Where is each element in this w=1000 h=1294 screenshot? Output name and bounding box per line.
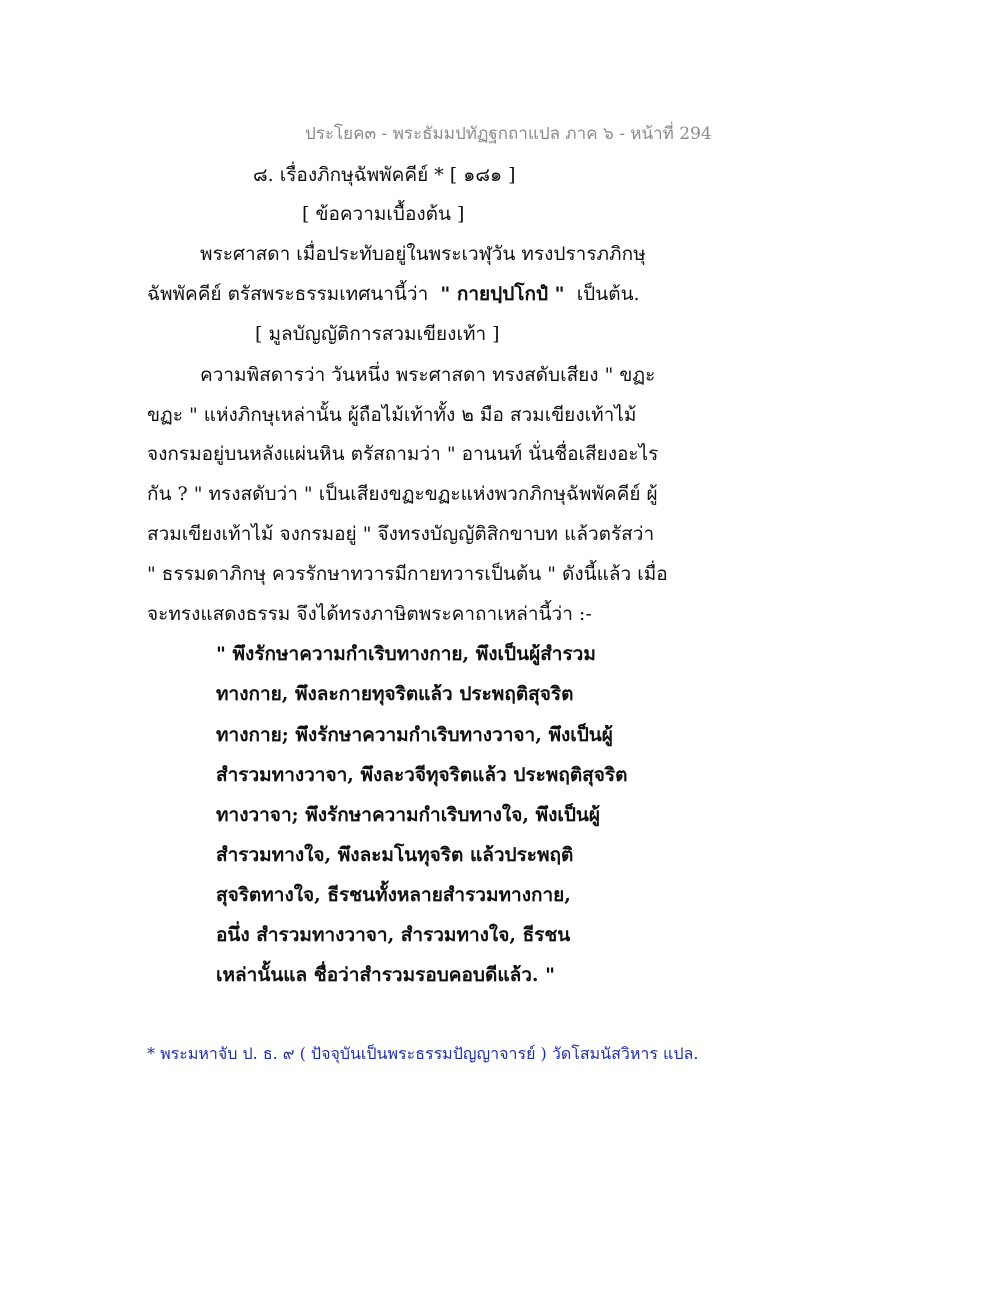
section-heading-origin: [ มูลบัญญัติการสวมเขียงเท้า ] [255, 323, 500, 345]
intro-line-2 [147, 285, 640, 304]
verse-line-7: สุจริตทางใจ, ธีรชนทั้งหลายสำรวมทางกาย, [216, 884, 571, 906]
story-title: ๘. เรื่องภิกษุฉัพพัคคีย์ * [ ๑๘๑ ] [253, 164, 516, 186]
body-line-4: กัน ? " ทรงสดับว่า " เป็นเสียงขฏะขฏะแห่งพวกภิกษุฉัพพัคคีย์ ผู้ [147, 483, 658, 505]
verse-line-1: " พึงรักษาความกำเริบทางกาย, พึงเป็นผู้สำรวม [216, 643, 596, 665]
body-line-7: จะทรงแสดงธรรม จึงได้ทรงภาษิตพระคาถาเหล่านี้ว่า :- [147, 603, 592, 625]
verse-line-8: อนึ่ง สำรวมทางวาจา, สำรวมทางใจ, ธีรชน [216, 924, 571, 946]
verse-line-2: ทางกาย, พึงละกายทุจริตแล้ว ประพฤติสุจริต [216, 683, 574, 705]
intro-pali-term: " กายปฺปโกปํ " [440, 283, 565, 305]
intro-line-1: พระศาสดา เมื่อประทับอยู่ในพระเวฬุวัน ทรงปรารภภิกษุ [200, 243, 646, 265]
verse-line-4: สำรวมทางวาจา, พึงละวจีทุจริตแล้ว ประพฤติสุจริต [216, 764, 628, 786]
intro-line-2-text: ฉัพพัคคีย์ ตรัสพระธรรมเทศนานี้ว่า [147, 283, 429, 305]
verse-line-6: สำรวมทางใจ, พึงละมโนทุจริต แล้วประพฤติ [216, 844, 574, 866]
section-heading-intro: [ ข้อความเบื้องต้น ] [302, 203, 465, 225]
page-header: ประโยค๓ - พระธัมมปทัฏฐกถาแปล ภาค ๖ - หน้าที่ 294 [305, 124, 712, 144]
verse-line-9: เหล่านั้นแล ชื่อว่าสำรวมรอบคอบดีแล้ว. " [216, 964, 556, 986]
body-line-1: ความพิสดารว่า วันหนึ่ง พระศาสดา ทรงสดับเสียง " ขฏะ [200, 364, 656, 386]
verse-line-5: ทางวาจา; พึงรักษาความกำเริบทางใจ, พึงเป็นผู้ [216, 804, 601, 826]
body-line-3: จงกรมอยู่บนหลังแผ่นหิน ตรัสถามว่า " อานนท์ นั่นชื่อเสียงอะไร [147, 443, 659, 465]
body-line-2: ขฏะ " แห่งภิกษุเหล่านั้น ผู้ถือไม้เท้าทั้ง ๒ มือ สวมเขียงเท้าไม้ [147, 404, 637, 426]
body-line-5: สวมเขียงเท้าไม้ จงกรมอยู่ " จึงทรงบัญญัติสิกขาบท แล้วตรัสว่า [147, 523, 655, 545]
intro-line-2-end: เป็นต้น. [576, 283, 640, 305]
body-line-6: " ธรรมดาภิกษุ ควรรักษาทวารมีกายทวารเป็นต้น " ดังนี้แล้ว เมื่อ [147, 563, 668, 585]
footnote: * พระมหาจับ ป. ธ. ๙ ( ปัจจุบันเป็นพระธรรมปัญญาจารย์ ) วัดโสมนัสวิหาร แปล. [147, 1044, 699, 1063]
verse-line-3: ทางกาย; พึงรักษาความกำเริบทางวาจา, พึงเป็นผู้ [216, 724, 613, 746]
